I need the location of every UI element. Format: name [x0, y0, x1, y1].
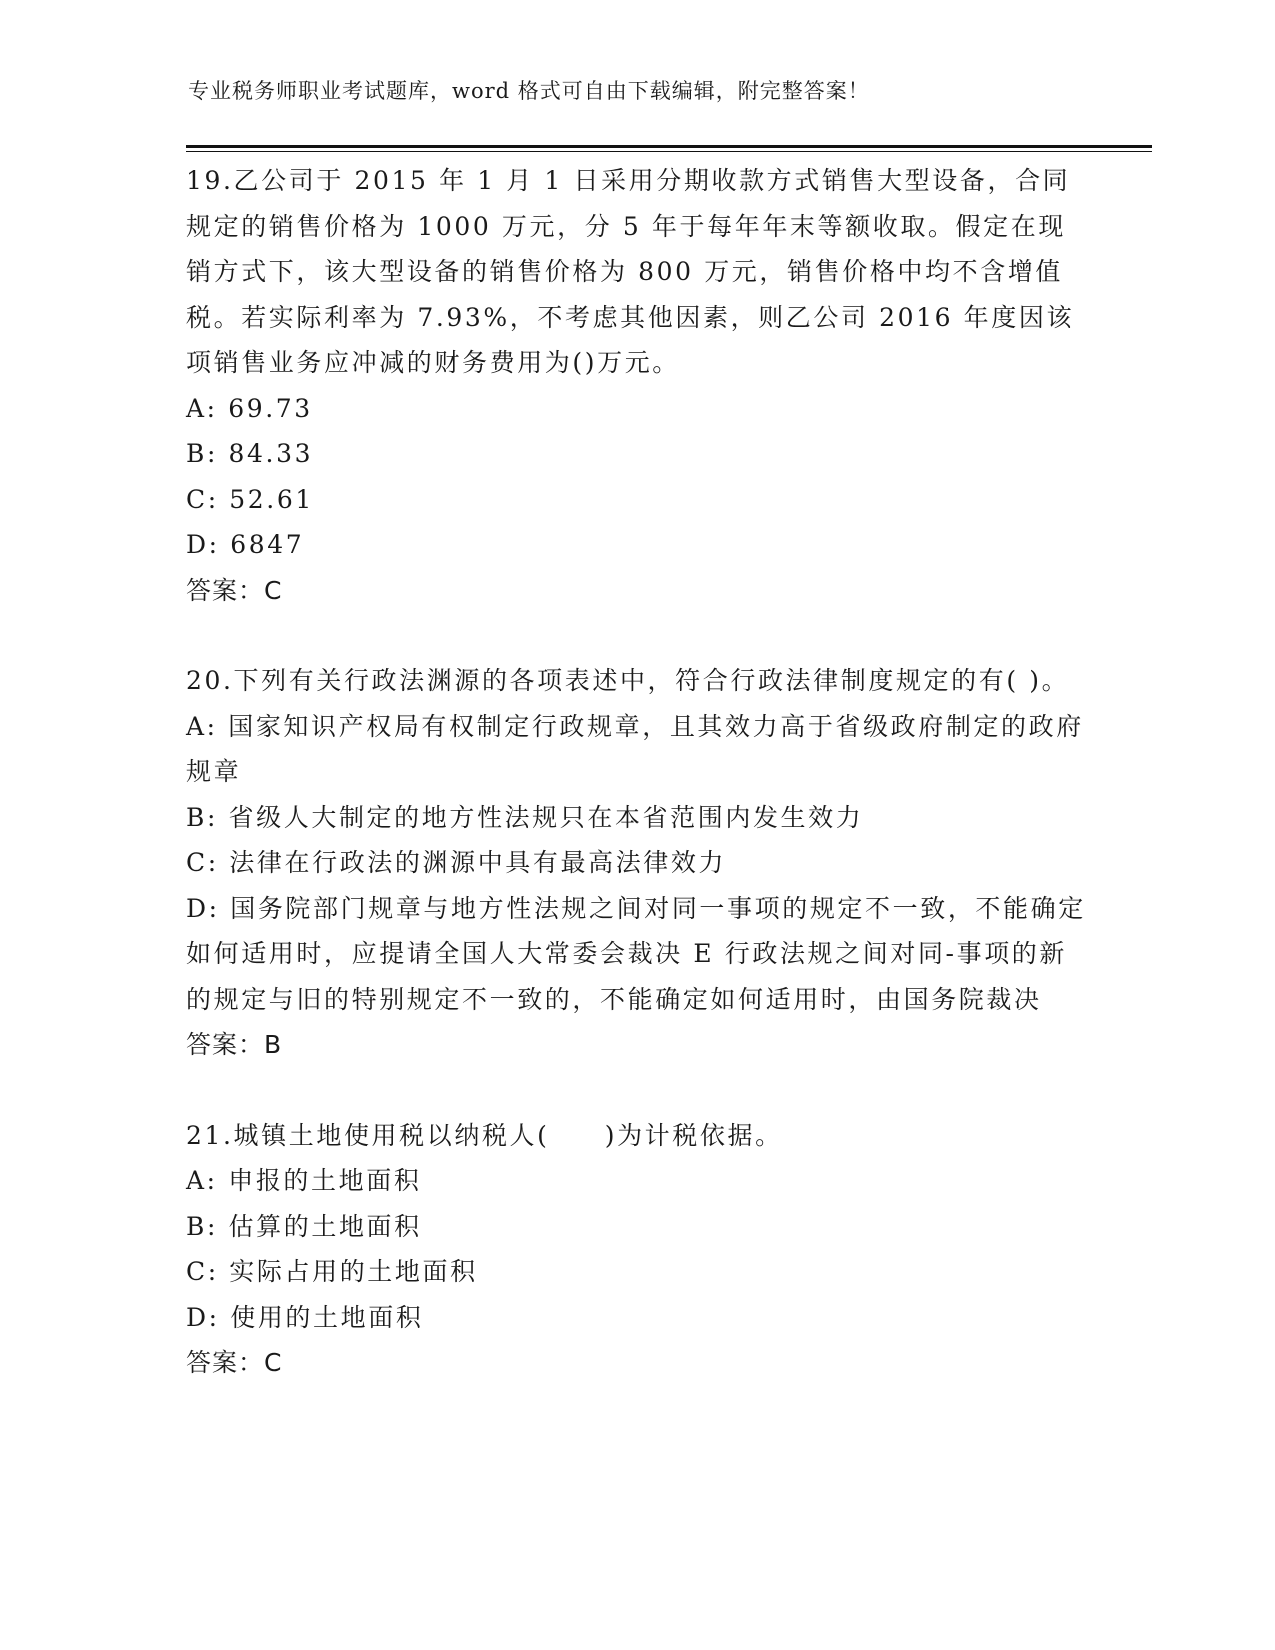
- option-b: B: 估算的土地面积: [186, 1211, 422, 1241]
- option-a: A: 69.73: [186, 393, 313, 423]
- question-20: [186, 658, 1086, 1068]
- option-d: D: 使用的土地面积: [186, 1302, 424, 1332]
- question-stem: 21.城镇土地使用税以纳税人( )为计税依据。: [186, 1120, 783, 1150]
- header-divider-thin: [186, 151, 1152, 152]
- option-d: D: 国务院部门规章与地方性法规之间对同一事项的规定不一致，不能确定如何适用时，应提请全国人大常委会裁决 E 行政法规之间对同-事项的新的规定与旧的特别规定不一致的，不能确定如何适用时，由国务院裁决: [186, 893, 1086, 1014]
- option-d: D: 6847: [186, 530, 305, 559]
- document-header-note: 专业税务师职业考试题库，word 格式可自由下载编辑，附完整答案！: [188, 79, 870, 103]
- option-c: C: 法律在行政法的渊源中具有最高法律效力: [186, 848, 727, 877]
- option-c: C: 实际占用的土地面积: [186, 1257, 478, 1286]
- answer-label: 答案：B: [186, 1030, 283, 1059]
- question-19: [186, 158, 1086, 613]
- answer-label: 答案：C: [186, 1348, 283, 1377]
- option-b: B: 省级人大制定的地方性法规只在本省范围内发生效力: [186, 802, 864, 832]
- question-stem: 19.乙公司于 2015 年 1 月 1 日采用分期收款方式销售大型设备，合同规定的销售价格为 1000 万元，分 5 年于每年年末等额收取。假定在现销方式下，该大型设备的销售价格为 800 万元，销售价格中均不含增值税。若实际利率为 7.93%，不考虑其他因素，则乙公司 2016 年度因该项销售业务应冲减的财务费用为()万元。: [186, 166, 1075, 377]
- option-c: C: 52.61: [186, 484, 314, 514]
- option-b: B: 84.33: [186, 439, 314, 468]
- option-a: A: 申报的土地面积: [186, 1166, 422, 1195]
- option-a: A: 国家知识产权局有权制定行政规章，且其效力高于省级政府制定的政府规章: [186, 711, 1084, 786]
- header-divider-thick: [186, 145, 1152, 148]
- question-list: [186, 158, 1086, 1386]
- answer-label: 答案：C: [186, 575, 283, 605]
- question-21: [186, 1113, 1086, 1386]
- question-stem: 20.下列有关行政法渊源的各项表述中，符合行政法律制度规定的有( )。: [186, 666, 1070, 695]
